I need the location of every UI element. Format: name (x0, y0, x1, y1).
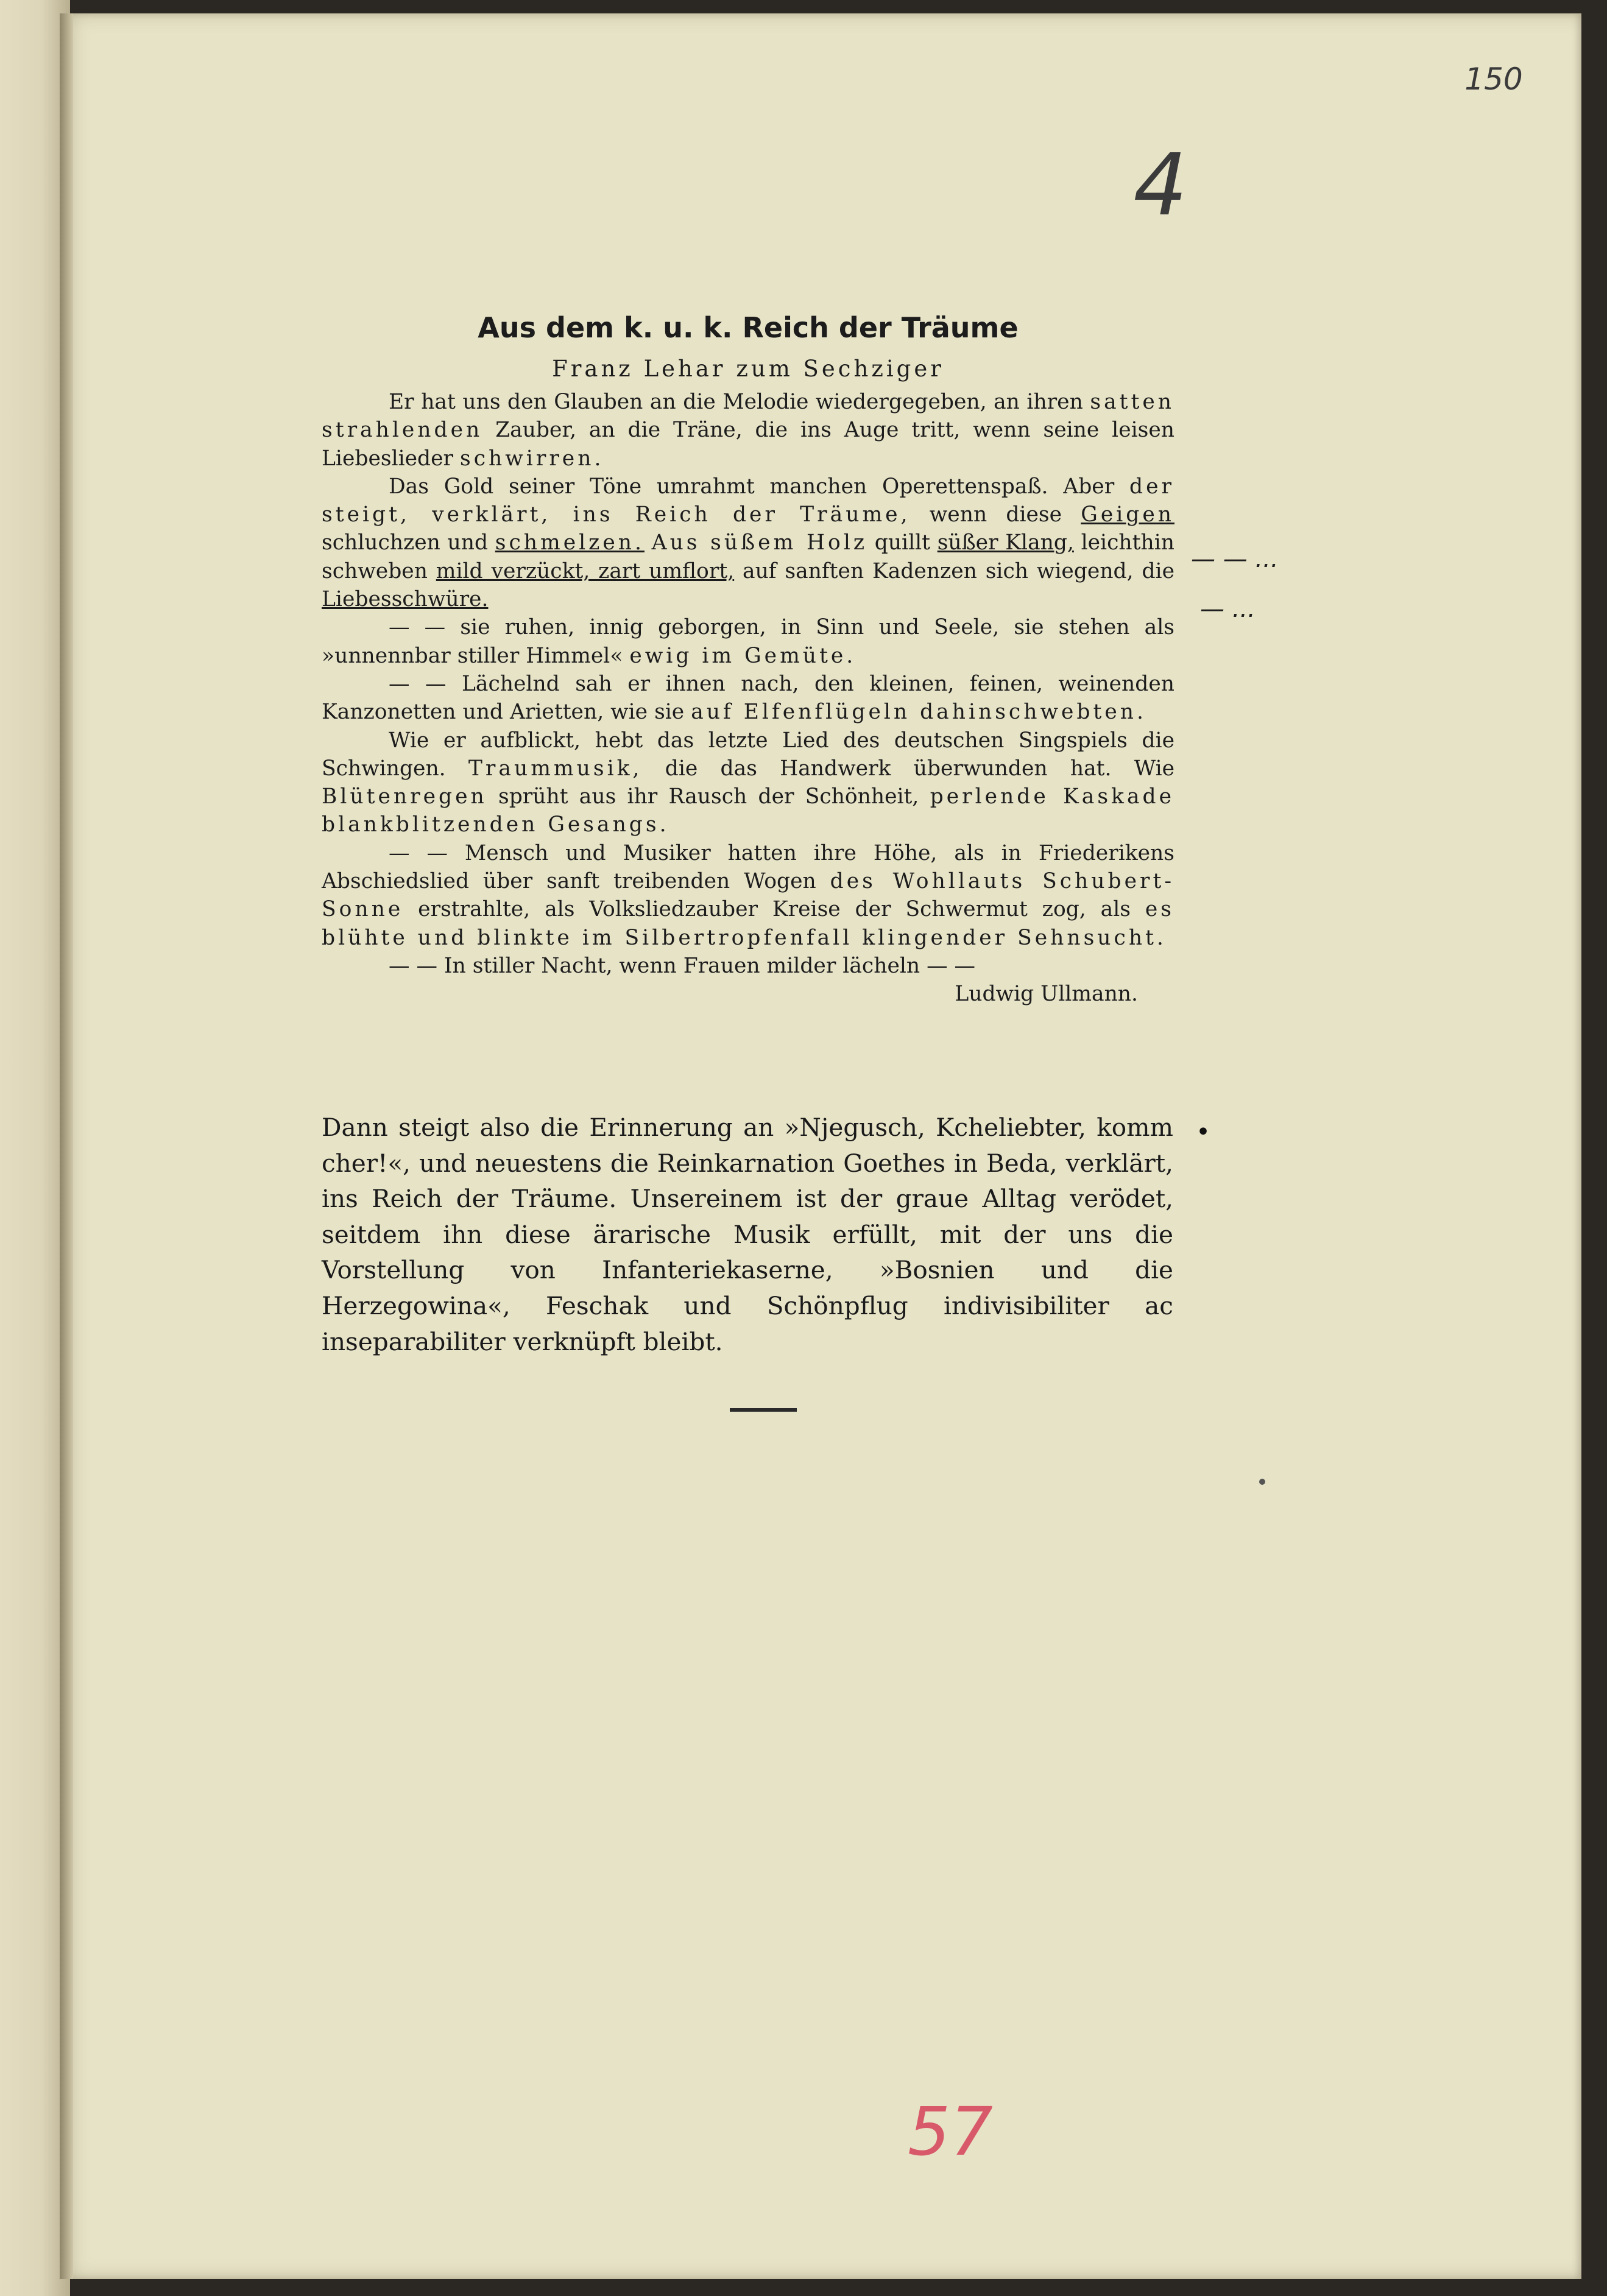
underlined-text: schmelzen. (495, 530, 645, 555)
text-run: Er hat uns den Glauben an die Melodie wiedergegeben, an ihren (389, 390, 1083, 414)
clipping-paragraph-6 (322, 839, 1174, 952)
handwritten-folio-number: 150 (1464, 62, 1523, 97)
spaced-text: Blütenregen (322, 784, 487, 809)
spaced-text: satten strahlenden (322, 390, 1174, 443)
clipping-paragraph-4 (322, 670, 1174, 727)
spaced-text: perlende Kaskade blankblitzenden Gesangs. (322, 784, 1175, 837)
text-run: Zauber, an die Träne, die ins Auge tritt, wenn seine leisen Liebeslieder (322, 418, 1174, 471)
underlined-text: mild verzückt, zart umflort, (436, 558, 735, 583)
underlined-text: süßer Klang, (937, 530, 1074, 555)
text-run: die das Handwerk überwunden hat. Wie (665, 756, 1175, 781)
text-run: — — Lächelnd sah er ihnen nach, den kleinen, feinen, weinenden Kanzonetten und Arietten, wie sie (322, 671, 1174, 725)
text-run: wenn diese (929, 502, 1062, 527)
spaced-text: des Wohllauts Schubert-Sonne (322, 869, 1174, 922)
text-run: — — sie ruhen, innig geborgen, in Sinn und Seele, sie stehen als »unnennbar stiller Himmel« (322, 615, 1174, 668)
paper-speck (1259, 1479, 1265, 1485)
typed-commentary: Dann steigt also die Erinnerung an »Njegusch, Kcheliebter, komm cher!«, und neuestens die Reinkarnation Goethes in Beda, verklärt, ins Reich der Träume. Unsereinem ist der graue Alltag verödet, seitdem ihn diese ärarische Musik erfüllt, mit der uns die Vorstellung von Infanteriekaserne, »Bosnien und die Herzegowina«, Feschak und Schönpflug indivisibiliter ac inseparabiliter verknüpft bleibt. (322, 1113, 1173, 1356)
spaced-text: der steigt, verklärt, ins Reich der Träume, (322, 474, 1174, 527)
clipping-signature: Ludwig Ullmann. (955, 982, 1138, 1007)
text-run: schluchzen und (322, 530, 489, 555)
text-run: leichthin schweben (322, 530, 1174, 583)
underlined-text: Liebesschwüre. (322, 587, 489, 612)
text-run: erstrahlte, als Volksliedzauber Kreise der Schwermut zog, als (418, 897, 1131, 922)
clipping-paragraph-1 (322, 388, 1174, 473)
closing-dash (730, 1408, 797, 1412)
text-run: Das Gold seiner Töne umrahmt manchen Operettenspaß. Aber (389, 474, 1115, 499)
spaced-text: auf Elfenflügeln dahinschwebten. (691, 700, 1146, 725)
spaced-text: schwirren. (460, 446, 604, 471)
text-run: Wie er aufblickt, hebt das letzte Lied des deutschen Singspiels die Schwingen. (322, 728, 1174, 781)
margin-bullet-mark: • (1196, 1118, 1210, 1146)
clipping-title: Aus dem k. u. k. Reich der Träume (478, 311, 1019, 344)
clipping-paragraph-2 (322, 473, 1174, 613)
clipping-paragraph-7: — — In stiller Nacht, wenn Frauen milder lächeln — — (389, 953, 976, 978)
clipping-paragraph-3 (322, 613, 1174, 670)
text-run: — — Mensch und Musiker hatten ihre Höhe, als in Friederikens Abschiedslied über sanft treibenden Wogen (322, 840, 1174, 894)
clipping-subtitle: Franz Lehar zum Sechziger (552, 356, 944, 382)
spaced-text: ewig im Gemüte. (629, 643, 856, 668)
margin-annotation-1: — — ... (1191, 545, 1279, 573)
underlined-text: Geigen (1081, 502, 1174, 527)
newspaper-clipping (322, 308, 1174, 1015)
text-run: sprüht aus ihr Rausch der Schönheit, (498, 784, 919, 809)
clipping-paragraph-5 (322, 727, 1174, 839)
handwritten-page-number: 4 (1133, 136, 1188, 235)
spaced-text: Aus süßem Holz (651, 530, 868, 555)
binding-gutter (60, 13, 73, 2279)
text-run: quillt (874, 530, 931, 555)
spaced-text: Traummusik, (468, 756, 643, 781)
text-run: auf sanften Kadenzen sich wiegend, die (743, 558, 1174, 583)
red-handwritten-number: 57 (908, 2093, 993, 2171)
margin-annotation-2: — ... (1200, 595, 1256, 623)
spaced-text: es blühte und blinkte im Silbertropfenfall klingender Sehnsucht. (322, 897, 1174, 950)
